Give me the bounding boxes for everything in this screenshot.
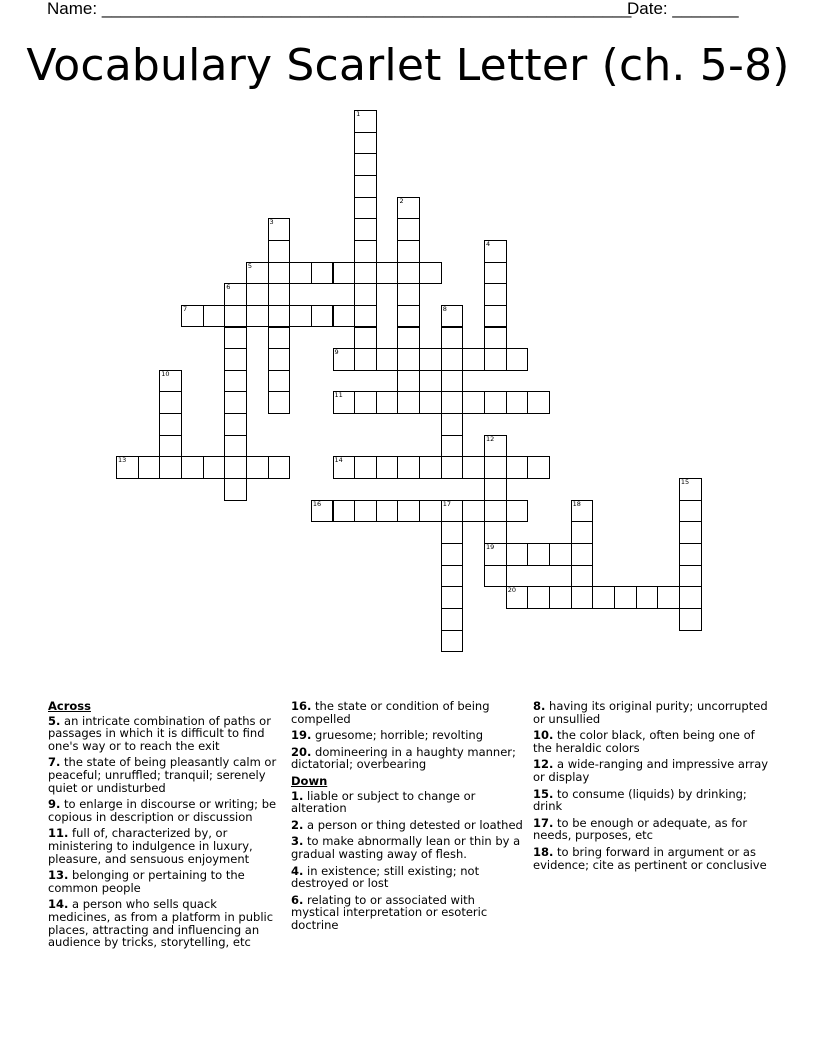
crossword-cell[interactable] <box>333 305 356 328</box>
crossword-cell[interactable] <box>203 305 226 328</box>
clue-down-3 <box>291 835 523 860</box>
crossword-cell[interactable] <box>441 565 464 588</box>
crossword-cell[interactable] <box>484 435 507 458</box>
clue-text: to make abnormally lean or thin by a gradual wasting away of flesh. <box>291 834 521 861</box>
clue-number: 3. <box>291 834 304 849</box>
crossword-cell[interactable] <box>159 391 182 414</box>
clue-text: belonging or pertaining to the common people <box>48 868 245 895</box>
crossword-cell[interactable] <box>224 435 247 458</box>
crossword-cell[interactable] <box>224 305 247 328</box>
crossword-cell[interactable] <box>397 348 420 371</box>
crossword-cell[interactable] <box>268 391 291 414</box>
across-heading: Across <box>48 699 91 713</box>
clue-number: 19. <box>291 728 312 743</box>
cell-number: 1 <box>356 110 361 118</box>
crossword-cell[interactable] <box>484 305 507 328</box>
clue-text: full of, characterized by, or ministering to indulgence in luxury, pleasure, and sensuous enjoyment <box>48 826 253 866</box>
clue-text: to be enough or adequate, as for needs, purposes, etc <box>533 815 748 843</box>
crossword-cell[interactable] <box>441 327 464 350</box>
crossword-cell[interactable] <box>549 586 572 609</box>
clue-down-17 <box>533 817 769 842</box>
crossword-cell[interactable] <box>311 305 334 328</box>
crossword-cell[interactable] <box>354 305 377 328</box>
crossword-cell[interactable] <box>268 218 291 241</box>
page-title: Vocabulary Scarlet Letter (ch. 5-8) <box>26 40 790 91</box>
name-label: Name: <box>47 0 98 18</box>
clue-text: to bring forward in argument or as evidence; cite as pertinent or conclusive <box>533 844 767 872</box>
crossword-cell[interactable] <box>441 630 464 653</box>
clue-across-9 <box>48 798 280 823</box>
crossword-cell[interactable] <box>527 543 550 566</box>
clue-across-7 <box>48 756 280 794</box>
clue-number: 17. <box>533 815 554 830</box>
crossword-cell[interactable] <box>462 391 485 414</box>
crossword-cell[interactable] <box>159 456 182 479</box>
crossword-cell[interactable] <box>181 456 204 479</box>
crossword-cell[interactable] <box>506 348 529 371</box>
crossword-cell[interactable] <box>484 327 507 350</box>
clue-number: 1. <box>291 788 304 803</box>
clue-across-11 <box>48 827 280 865</box>
clue-down-6 <box>291 894 523 932</box>
clue-across-5 <box>48 715 280 753</box>
crossword-cell[interactable] <box>679 521 702 544</box>
crossword-cell[interactable] <box>679 543 702 566</box>
crossword-cell[interactable] <box>441 543 464 566</box>
clue-text: a person who sells quack medicines, as from a platform in public places, attracting and influencing an audience by tricks, storytelling, etc <box>48 897 274 950</box>
crossword-cell[interactable] <box>441 608 464 631</box>
crossword-cell[interactable] <box>484 565 507 588</box>
clue-number: 2. <box>291 817 304 832</box>
crossword-cell[interactable] <box>354 218 377 241</box>
crossword-cell[interactable] <box>484 500 507 523</box>
crossword-cell[interactable] <box>354 240 377 263</box>
crossword-cell[interactable] <box>376 348 399 371</box>
crossword-cell[interactable] <box>224 283 247 306</box>
clue-down-8 <box>533 700 769 725</box>
crossword-cell[interactable] <box>354 262 377 285</box>
crossword-cell[interactable] <box>397 283 420 306</box>
crossword-cell[interactable] <box>397 456 420 479</box>
crossword-cell[interactable] <box>484 543 507 566</box>
crossword-cell[interactable] <box>268 348 291 371</box>
crossword-cell[interactable] <box>527 391 550 414</box>
crossword-cell[interactable] <box>376 500 399 523</box>
cell-number: 5 <box>247 261 253 270</box>
crossword-cell[interactable] <box>462 500 485 523</box>
date-label: Date: <box>627 0 668 18</box>
crossword-cell[interactable] <box>311 262 334 285</box>
crossword-cell[interactable] <box>268 283 291 306</box>
crossword-cell[interactable] <box>246 456 269 479</box>
crossword-cell[interactable] <box>571 543 594 566</box>
clue-across-20 <box>291 746 523 771</box>
crossword-cell[interactable] <box>397 370 420 393</box>
clue-number: 11. <box>48 826 69 841</box>
cell-number: 19 <box>486 543 495 551</box>
clue-number: 10. <box>533 728 554 743</box>
crossword-cell[interactable] <box>354 153 377 176</box>
crossword-cell[interactable] <box>397 327 420 350</box>
crossword-cell[interactable] <box>159 413 182 436</box>
crossword-cell[interactable] <box>462 348 485 371</box>
crossword-cell[interactable] <box>462 456 485 479</box>
crossword-cell[interactable] <box>484 283 507 306</box>
clue-number: 20. <box>291 744 312 759</box>
crossword-cell[interactable] <box>354 197 377 220</box>
clue-text: relating to or associated with mystical interpretation or esoteric doctrine <box>291 892 488 932</box>
clue-number: 7. <box>48 755 61 770</box>
crossword-cell[interactable] <box>484 262 507 285</box>
clue-text: gruesome; horrible; revolting <box>315 728 484 743</box>
cell-number: 16 <box>312 499 322 508</box>
crossword-cell[interactable] <box>333 456 356 479</box>
crossword-cell[interactable] <box>224 478 247 501</box>
clue-across-19 <box>291 729 523 742</box>
crossword-cell[interactable] <box>441 413 464 436</box>
crossword-cell[interactable] <box>289 262 312 285</box>
crossword-cell[interactable] <box>376 456 399 479</box>
crossword-cell[interactable] <box>354 283 377 306</box>
clue-number: 9. <box>48 797 61 812</box>
clue-down-12 <box>533 758 769 783</box>
crossword-cell[interactable] <box>224 348 247 371</box>
crossword-cell[interactable] <box>354 110 377 133</box>
cell-number: 3 <box>269 218 274 227</box>
crossword-cell[interactable] <box>506 456 529 479</box>
clues-column-3 <box>533 700 769 875</box>
crossword-cell[interactable] <box>679 586 702 609</box>
clue-down-15 <box>533 788 769 813</box>
crossword-cell[interactable] <box>311 500 334 523</box>
crossword-cell[interactable] <box>506 391 529 414</box>
cell-number: 7 <box>182 304 188 313</box>
crossword-cell[interactable] <box>679 565 702 588</box>
crossword-cell[interactable] <box>679 608 702 631</box>
crossword-cell[interactable] <box>441 435 464 458</box>
crossword-cell[interactable] <box>441 305 464 328</box>
clue-text: domineering in a haughty manner; dictatorial; overbearing <box>291 744 516 772</box>
clue-number: 6. <box>291 892 304 907</box>
crossword-cell[interactable] <box>419 456 442 479</box>
crossword-cell[interactable] <box>571 565 594 588</box>
crossword-cell[interactable] <box>527 586 550 609</box>
cell-number: 13 <box>118 456 127 465</box>
crossword-cell[interactable] <box>397 197 420 220</box>
crossword-cell[interactable] <box>484 240 507 263</box>
clue-number: 15. <box>533 786 554 801</box>
crossword-cell[interactable] <box>224 456 247 479</box>
clue-text: the state of being pleasantly calm or peaceful; unruffled; tranquil; serenely quiet or undisturbed <box>48 755 277 795</box>
crossword-cell[interactable] <box>441 348 464 371</box>
crossword-cell[interactable] <box>657 586 680 609</box>
clue-text: the state or condition of being compelled <box>291 699 490 726</box>
crossword-cell[interactable] <box>484 456 507 479</box>
crossword-cell[interactable] <box>549 543 572 566</box>
crossword-cell[interactable] <box>333 391 356 414</box>
crossword-cell[interactable] <box>419 262 442 285</box>
crossword-cell[interactable] <box>484 348 507 371</box>
crossword-cell[interactable] <box>354 132 377 155</box>
clue-number: 8. <box>533 699 546 713</box>
clues-column-1 <box>48 700 280 953</box>
crossword-cell[interactable] <box>679 478 702 501</box>
crossword-cell[interactable] <box>354 348 377 371</box>
clues-column-2 <box>291 700 523 936</box>
crossword-cell[interactable] <box>441 456 464 479</box>
cell-number: 2 <box>399 196 404 205</box>
crossword-cell[interactable] <box>333 262 356 285</box>
crossword-cell[interactable] <box>159 370 182 393</box>
cell-number: 11 <box>334 391 343 400</box>
crossword-cell[interactable] <box>419 391 442 414</box>
crossword-cell[interactable] <box>506 500 529 523</box>
clue-number: 4. <box>291 863 304 878</box>
crossword-cell[interactable] <box>441 586 464 609</box>
crossword-cell[interactable] <box>268 456 291 479</box>
crossword-cell[interactable] <box>506 586 529 609</box>
crossword-cell[interactable] <box>354 391 377 414</box>
crossword-cell[interactable] <box>571 586 594 609</box>
clue-across-16 <box>291 700 523 725</box>
date-blank[interactable]: _______ <box>672 0 739 18</box>
crossword-cell[interactable] <box>354 175 377 198</box>
crossword-cell[interactable] <box>203 456 226 479</box>
crossword-cell[interactable] <box>419 500 442 523</box>
cell-number: 12 <box>486 434 495 443</box>
cell-number: 20 <box>507 586 516 595</box>
crossword-cell[interactable] <box>224 327 247 350</box>
cell-number: 17 <box>442 499 452 508</box>
clue-down-18 <box>533 846 769 871</box>
clue-text: liable or subject to change or alteration <box>291 788 476 816</box>
crossword-cell[interactable] <box>397 262 420 285</box>
crossword-cell[interactable] <box>397 240 420 263</box>
crossword-cell[interactable] <box>614 586 637 609</box>
crossword-cell[interactable] <box>333 348 356 371</box>
crossword-cell[interactable] <box>679 500 702 523</box>
clue-across-14 <box>48 898 280 948</box>
crossword-cell[interactable] <box>354 456 377 479</box>
cell-number: 9 <box>334 348 339 357</box>
clue-number: 12. <box>533 757 554 772</box>
crossword-cell[interactable] <box>268 370 291 393</box>
crossword-cell[interactable] <box>636 586 659 609</box>
clue-down-4 <box>291 865 523 890</box>
crossword-cell[interactable] <box>441 500 464 523</box>
crossword-cell[interactable] <box>224 370 247 393</box>
clue-number: 14. <box>48 897 69 912</box>
crossword-cell[interactable] <box>397 305 420 328</box>
clue-down-2 <box>291 819 523 832</box>
crossword-cell[interactable] <box>527 456 550 479</box>
crossword-cell[interactable] <box>181 305 204 328</box>
crossword-cell[interactable] <box>484 391 507 414</box>
crossword-cell[interactable] <box>138 456 161 479</box>
cell-number: 15 <box>680 478 690 487</box>
cell-number: 6 <box>226 283 231 292</box>
name-blank[interactable]: ________________________________________________________ <box>101 0 632 18</box>
crossword-cell[interactable] <box>376 262 399 285</box>
clue-number: 5. <box>48 713 61 728</box>
clue-text: to enlarge in discourse or writing; be copious in description or discussion <box>48 797 277 824</box>
crossword-cell[interactable] <box>571 521 594 544</box>
clue-across-13 <box>48 869 280 894</box>
clue-down-10 <box>533 729 769 754</box>
clue-number: 18. <box>533 844 554 859</box>
crossword-cell[interactable] <box>441 391 464 414</box>
clue-text: a person or thing detested or loathed <box>307 817 523 832</box>
crossword-cell[interactable] <box>224 391 247 414</box>
crossword-cell[interactable] <box>397 218 420 241</box>
down-heading: Down <box>291 773 328 788</box>
crossword-cell[interactable] <box>376 391 399 414</box>
crossword-cell[interactable] <box>268 262 291 285</box>
crossword-cell[interactable] <box>397 500 420 523</box>
crossword-cell[interactable] <box>289 305 312 328</box>
crossword-cell[interactable] <box>268 305 291 328</box>
crossword-cell[interactable] <box>333 500 356 523</box>
crossword-cell[interactable] <box>268 327 291 350</box>
crossword-cell[interactable] <box>441 370 464 393</box>
crossword-cell[interactable] <box>354 327 377 350</box>
crossword-cell[interactable] <box>159 435 182 458</box>
crossword-cell[interactable] <box>397 391 420 414</box>
crossword-cell[interactable] <box>116 456 139 479</box>
cell-number: 14 <box>334 456 343 465</box>
crossword-cell[interactable] <box>268 240 291 263</box>
clue-text: an intricate combination of paths or passages in which it is difficult to find one's way or to reach the exit <box>48 713 271 753</box>
crossword-cell[interactable] <box>571 500 594 523</box>
crossword-cell[interactable] <box>441 521 464 544</box>
cell-number: 8 <box>442 304 447 313</box>
clue-down-1 <box>291 790 523 815</box>
crossword-cell[interactable] <box>484 521 507 544</box>
clue-number: 13. <box>48 868 69 883</box>
crossword-cell[interactable] <box>419 348 442 371</box>
clue-number: 16. <box>291 699 312 713</box>
cell-number: 4 <box>486 239 491 248</box>
crossword-cell[interactable] <box>224 413 247 436</box>
crossword-cell[interactable] <box>246 305 269 328</box>
crossword-cell[interactable] <box>246 262 269 285</box>
clue-text: to consume (liquids) by drinking; drink <box>533 786 747 814</box>
crossword-cell[interactable] <box>506 543 529 566</box>
crossword-cell[interactable] <box>354 500 377 523</box>
clue-text: a wide-ranging and impressive array or display <box>533 757 769 784</box>
clue-text: the color black, often being one of the heraldic colors <box>533 728 755 755</box>
crossword-cell[interactable] <box>484 478 507 501</box>
crossword-cell[interactable] <box>592 586 615 609</box>
cell-number: 18 <box>572 499 581 508</box>
clue-text: in existence; still existing; not destroyed or lost <box>291 863 480 891</box>
clue-text: having its original purity; uncorrupted or unsullied <box>533 699 768 726</box>
cell-number: 10 <box>161 369 170 378</box>
